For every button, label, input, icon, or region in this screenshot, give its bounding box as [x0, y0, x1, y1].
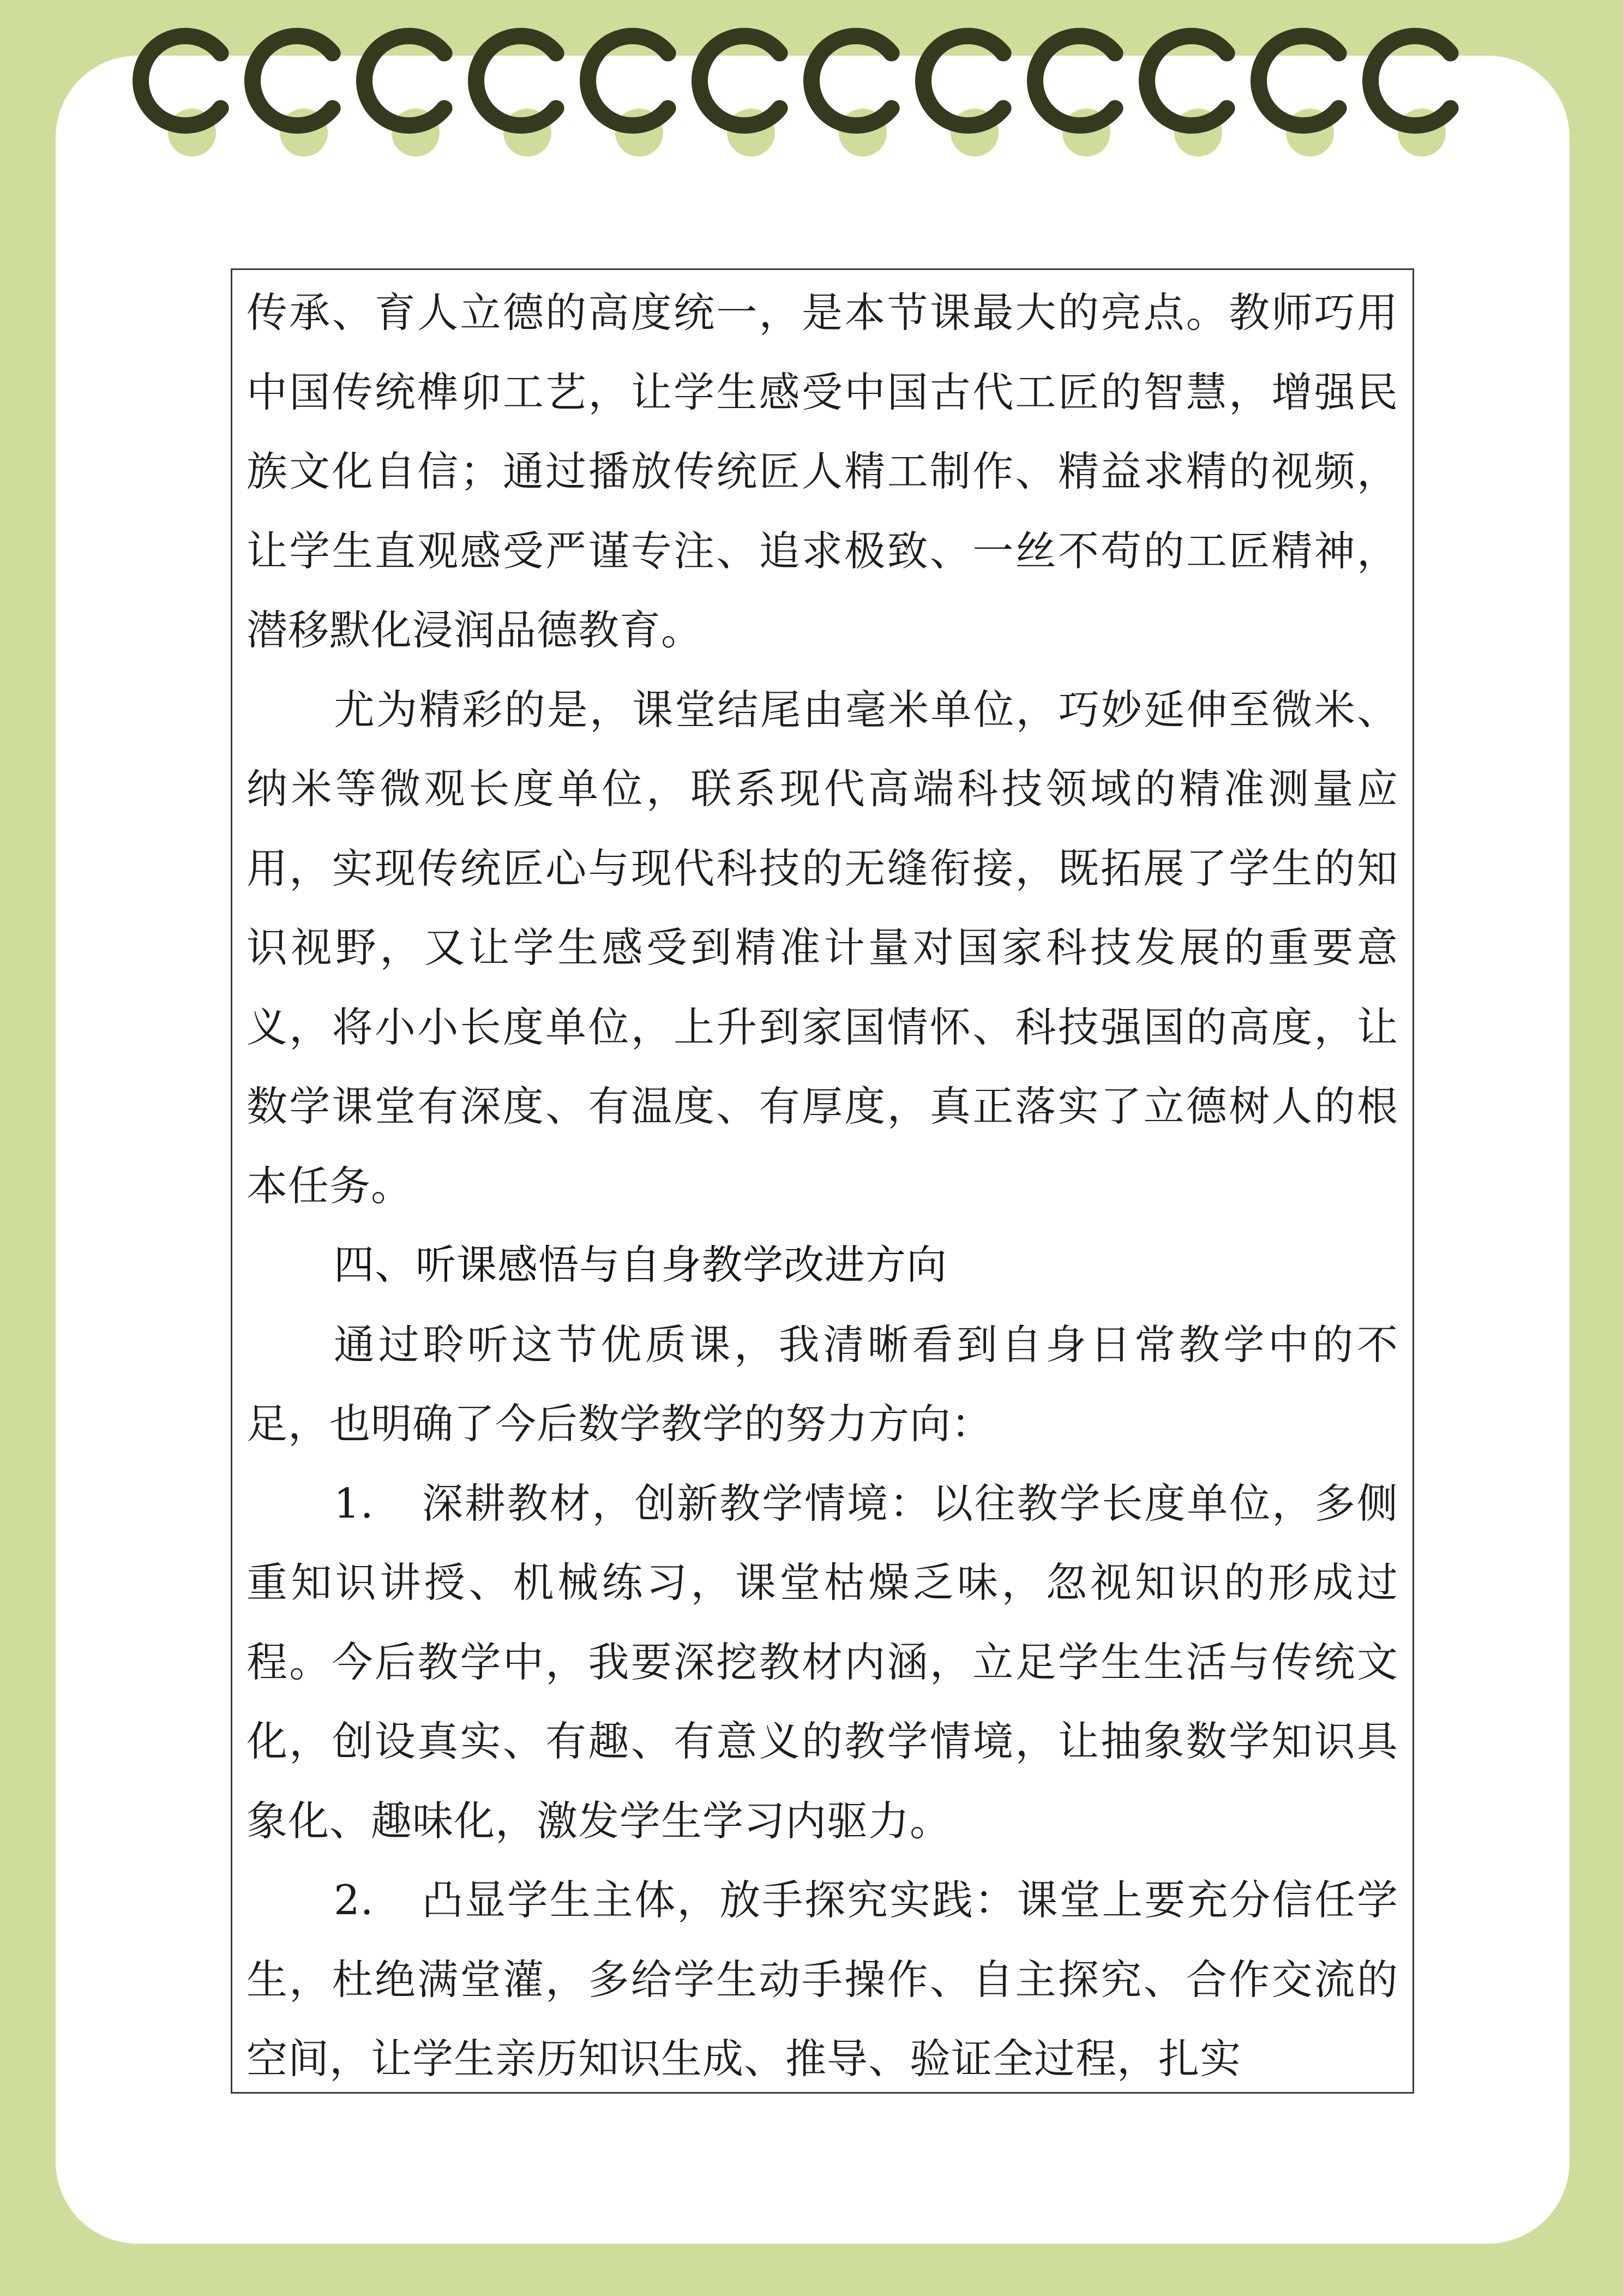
- section-heading: 四、听课感悟与自身教学改进方向: [334, 1242, 947, 1288]
- list-item-number: 2.: [334, 1876, 374, 1924]
- spiral-binding: [0, 0, 1623, 164]
- list-item-number: 1.: [334, 1479, 374, 1527]
- list-item-2: [247, 1861, 1398, 2094]
- list-item-1: [247, 1464, 1398, 1861]
- paragraph-2: 尤为精彩的是，课堂结尾由毫米单位，巧妙延伸至微米、纳米等微观长度单位，联系现代高端科技领域的精准测量应用，实现传统匠心与现代科技的无缝衔接，既拓展了学生的知识视野，又让学生感受到精准计量对国家科技发展的重要意义，将小小长度单位，上升到家国情怀、科技强国的高度，让数学课堂有深度、有温度、有厚度，真正落实了立德树人的根本任务。: [247, 685, 1398, 1210]
- paragraph-3: 通过聆听这节优质课，我清晰看到自身日常教学中的不足，也明确了今后数学教学的努力方向：: [247, 1320, 1398, 1448]
- list-item-text: 深耕教材，创新教学情境：以往教学长度单位，多侧重知识讲授、机械练习，课堂枯燥乏味，忽视知识的形成过程。今后教学中，我要深挖教材内涵，立足学生生活与传统文化，创设真实、有趣、有意义的教学情境，让抽象数学知识具象化、趣味化，激发学生学习内驱力。: [247, 1479, 1398, 1845]
- list-item-text: 凸显学生主体，放手探究实践：课堂上要充分信任学生，杜绝满堂灌，多给学生动手操作、自主探究、合作交流的空间，让学生亲历知识生成、推导、验证全过程，扎实: [247, 1876, 1398, 2083]
- paragraph-1: 传承、育人立德的高度统一，是本节课最大的亮点。教师巧用中国传统榫卯工艺，让学生感受中国古代工匠的智慧，增强民族文化自信；通过播放传统匠人精工制作、精益求精的视频，让学生直观感受严谨专注、追求极致、一丝不苟的工匠精神，潜移默化浸润品德教育。: [247, 289, 1398, 654]
- document-text-frame: [231, 268, 1414, 2094]
